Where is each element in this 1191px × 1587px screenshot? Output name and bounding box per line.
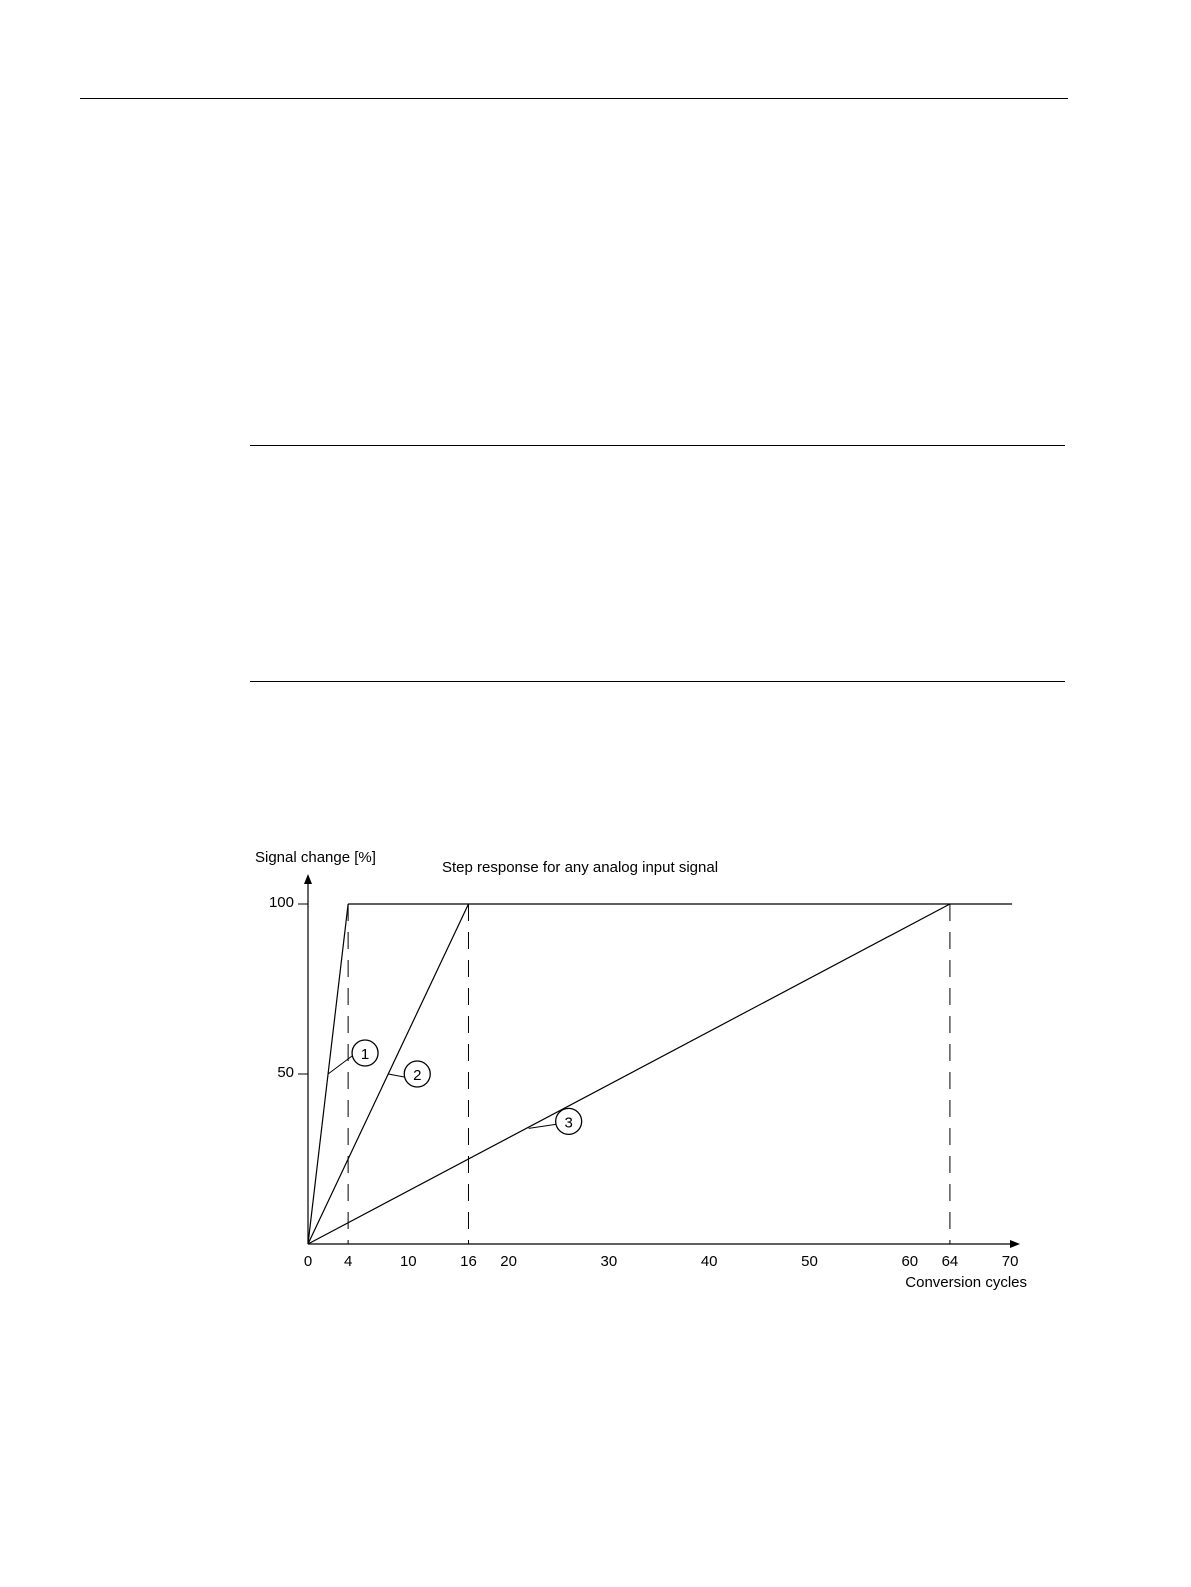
- chart-axes: [304, 874, 1020, 1248]
- marker-leader-2: [388, 1074, 404, 1077]
- chart-title: Step response for any analog input signal: [442, 859, 719, 876]
- x-tick-label-64: 64: [941, 1253, 959, 1270]
- x-tick-label-40: 40: [700, 1253, 718, 1270]
- series-marker-3: [529, 1108, 582, 1134]
- x-tick-label-20: 20: [500, 1253, 517, 1270]
- y-tick-label-100: 100: [268, 894, 294, 911]
- y-tick-label-50: 50: [277, 1064, 294, 1081]
- x-tick-label-16: 16: [460, 1253, 477, 1270]
- y-axis-arrow: [304, 874, 312, 884]
- reference-lines: [348, 904, 950, 1244]
- marker-leader-1: [328, 1056, 352, 1074]
- y-axis-label: Signal change [%]: [255, 849, 376, 866]
- x-tick-label-30: 30: [600, 1253, 618, 1270]
- x-tick-label-50: 50: [801, 1253, 818, 1270]
- marker-label-2: 2: [413, 1067, 422, 1084]
- marker-label-1: 1: [360, 1046, 370, 1063]
- x-tick-label-4: 4: [343, 1253, 353, 1270]
- marker-label-3: 3: [564, 1114, 573, 1132]
- x-tick-label-70: 70: [1001, 1253, 1019, 1270]
- series-marker-2: [388, 1061, 430, 1087]
- series-marker-1: [328, 1040, 378, 1074]
- x-axis-label: Conversion cycles: [905, 1274, 1027, 1291]
- x-tick-label-0: 0: [303, 1253, 313, 1270]
- tick-labels: [269, 894, 1018, 1270]
- x-tick-label-60: 60: [901, 1253, 919, 1270]
- x-tick-label-10: 10: [399, 1253, 417, 1270]
- x-axis-arrow: [1010, 1240, 1020, 1248]
